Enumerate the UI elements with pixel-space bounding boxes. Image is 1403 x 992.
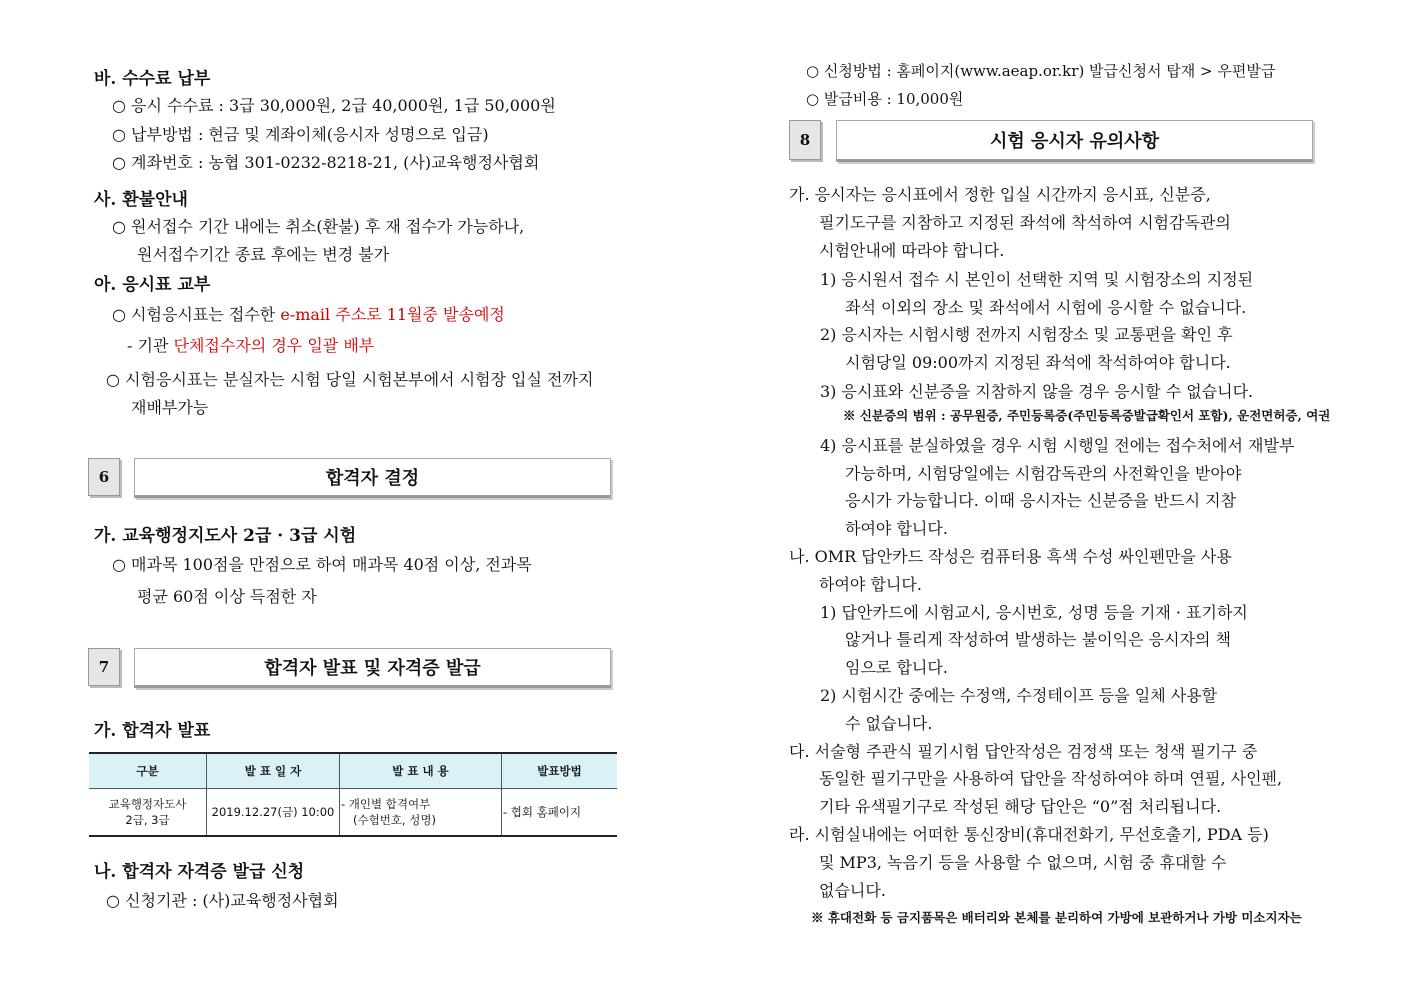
table-header: 구분 — [89, 753, 207, 789]
notice-line: 않거나 틀리게 작성하여 발생하는 불이익은 응시자의 책 — [845, 630, 1232, 649]
refund-heading: 사. 환불안내 — [94, 190, 188, 210]
notice-line: 2) 시험시간 중에는 수정액, 수정테이프 등을 일체 사용할 — [820, 686, 1218, 705]
notice-line: 1) 응시원서 접수 시 본인이 선택한 지역 및 시험장소의 지정된 — [820, 270, 1254, 289]
section-number: 7 — [88, 648, 120, 686]
section-title: 합격자 결정 — [134, 458, 611, 498]
section-number: 6 — [88, 458, 120, 496]
notice-line: 시험안내에 따라야 합니다. — [819, 241, 1005, 260]
ticket-text-plain: - 기관 — [127, 336, 174, 355]
table-cell — [340, 789, 502, 837]
notice-line: 기타 유색필기구로 작성된 해당 답안은 “0”점 처리됩니다. — [819, 797, 1222, 816]
notice-line: 동일한 필기구만을 사용하여 답안을 작성하여야 하며 연필, 사인펜, — [819, 769, 1283, 788]
ticket-text: 재배부가능 — [131, 398, 209, 417]
ticket-text — [127, 333, 374, 356]
notice-line: 시험당일 09:00까지 지정된 좌석에 착석하여야 합니다. — [845, 353, 1231, 372]
table-header: 발 표 일 자 — [207, 753, 340, 789]
notice-line: 1) 답안카드에 시험교시, 응시번호, 성명 등을 기재 · 표기하지 — [820, 603, 1248, 622]
section-title: 합격자 발표 및 자격증 발급 — [134, 648, 611, 688]
announcement-table — [89, 752, 617, 837]
fee-item: ○ 납부방법 : 현금 및 계좌이체(응시자 성명으로 입금) — [112, 125, 489, 144]
announce-heading: 가. 합격자 발표 — [94, 721, 211, 741]
ticket-text-highlight: 단체접수자의 경우 일괄 배부 — [173, 336, 375, 355]
ticket-text — [112, 302, 505, 325]
content-line: - 개인별 합격여부 — [341, 797, 431, 811]
fee-item: ○ 계좌번호 : 농협 301-0232-8218-21, (사)교육행정사협회 — [112, 153, 540, 172]
category-line: 2급, 3급 — [125, 813, 170, 827]
notice-line: 라. 시험실내에는 어떠한 통신장비(휴대전화기, 무선호출기, PDA 등) — [789, 825, 1269, 844]
notice-line: 응시가 가능합니다. 이때 응시자는 신분증을 반드시 지참 — [845, 491, 1237, 510]
pass-text: ○ 매과목 100점을 만점으로 하여 매과목 40점 이상, 전과목 — [112, 555, 532, 574]
id-note: ※ 신분증의 범위 : 공무원증, 주민등록증(주민등록증발급확인서 포함), 운전면허증, 여권 — [843, 408, 1331, 423]
notice-line: 3) 응시표와 신분증을 지참하지 않을 경우 응시할 수 없습니다. — [820, 382, 1254, 401]
fee-item: ○ 응시 수수료 : 3급 30,000원, 2급 40,000원, 1급 50,000원 — [112, 96, 556, 115]
notice-line: 4) 응시표를 분실하였을 경우 시험 시행일 전에는 접수처에서 재발부 — [820, 436, 1295, 455]
notice-line: 다. 서술형 주관식 필기시험 답안작성은 검정색 또는 청색 필기구 중 — [789, 742, 1258, 761]
section-title: 시험 응시자 유의사항 — [836, 120, 1313, 162]
refund-text: 원서접수기간 종료 후에는 변경 불가 — [137, 245, 390, 264]
table-cell — [89, 789, 207, 837]
notice-line: 없습니다. — [819, 881, 886, 900]
notice-line: 좌석 이외의 장소 및 좌석에서 시험에 응시할 수 없습니다. — [845, 298, 1247, 317]
table-header: 발 표 내 용 — [340, 753, 502, 789]
notice-line: 2) 응시자는 시험시행 전까지 시험장소 및 교통편을 확인 후 — [820, 325, 1233, 344]
phone-note: ※ 휴대전화 등 금지품목은 배터리와 본체를 분리하여 가방에 보관하거나 가방 미소지자는 — [811, 910, 1302, 925]
pass-text: 평균 60점 이상 득점한 자 — [137, 587, 317, 606]
ticket-text: ○ 시험응시표는 분실자는 시험 당일 시험본부에서 시험장 입실 전까지 — [106, 370, 594, 389]
table-header-row — [89, 753, 617, 789]
table-cell-date: 2019.12.27(금) 10:00 — [207, 789, 340, 837]
section-number: 8 — [789, 120, 821, 160]
table-header: 발표방법 — [502, 753, 618, 789]
ticket-text-plain: ○ 시험응시표는 접수한 — [112, 305, 281, 324]
cert-heading: 나. 합격자 자격증 발급 신청 — [94, 862, 305, 882]
fee-heading: 바. 수수료 납부 — [94, 69, 211, 89]
notice-line: 및 MP3, 녹음기 등을 사용할 수 없으며, 시험 중 휴대할 수 — [819, 853, 1227, 872]
ticket-text-highlight: e-mail 주소로 11월중 발송예정 — [280, 305, 505, 324]
pass-heading: 가. 교육행정지도사 2급 · 3급 시험 — [94, 526, 357, 546]
apply-method: ○ 신청방법 : 홈페이지(www.aeap.or.kr) 발급신청서 탑재 > 우편발급 — [806, 62, 1276, 80]
ticket-heading: 아. 응시표 교부 — [94, 275, 211, 295]
apply-cost: ○ 발급비용 : 10,000원 — [806, 90, 964, 108]
notice-line: 나. OMR 답안카드 작성은 컴퓨터용 흑색 수성 싸인펜만을 사용 — [789, 547, 1232, 566]
refund-text: ○ 원서접수 기간 내에는 취소(환불) 후 재 접수가 가능하나, — [112, 217, 525, 236]
category-line: 교육행정자도사 — [108, 797, 187, 811]
table-row — [89, 789, 617, 837]
notice-line: 임으로 합니다. — [845, 658, 948, 677]
notice-line: 하여야 합니다. — [819, 575, 922, 594]
content-line: (수험번호, 성명) — [353, 813, 436, 827]
notice-line: 가능하며, 시험당일에는 시험감독관의 사전확인을 받아야 — [845, 464, 1242, 483]
notice-line: 가. 응시자는 응시표에서 정한 입실 시간까지 응시표, 신분증, — [789, 185, 1211, 204]
notice-line: 필기도구를 지참하고 지정된 좌석에 착석하여 시험감독관의 — [819, 213, 1231, 232]
notice-line: 하여야 합니다. — [845, 519, 948, 538]
cert-text: ○ 신청기관 : (사)교육행정사협회 — [106, 891, 339, 910]
notice-line: 수 없습니다. — [845, 714, 933, 733]
table-cell-method: - 협회 홈페이지 — [502, 789, 618, 837]
